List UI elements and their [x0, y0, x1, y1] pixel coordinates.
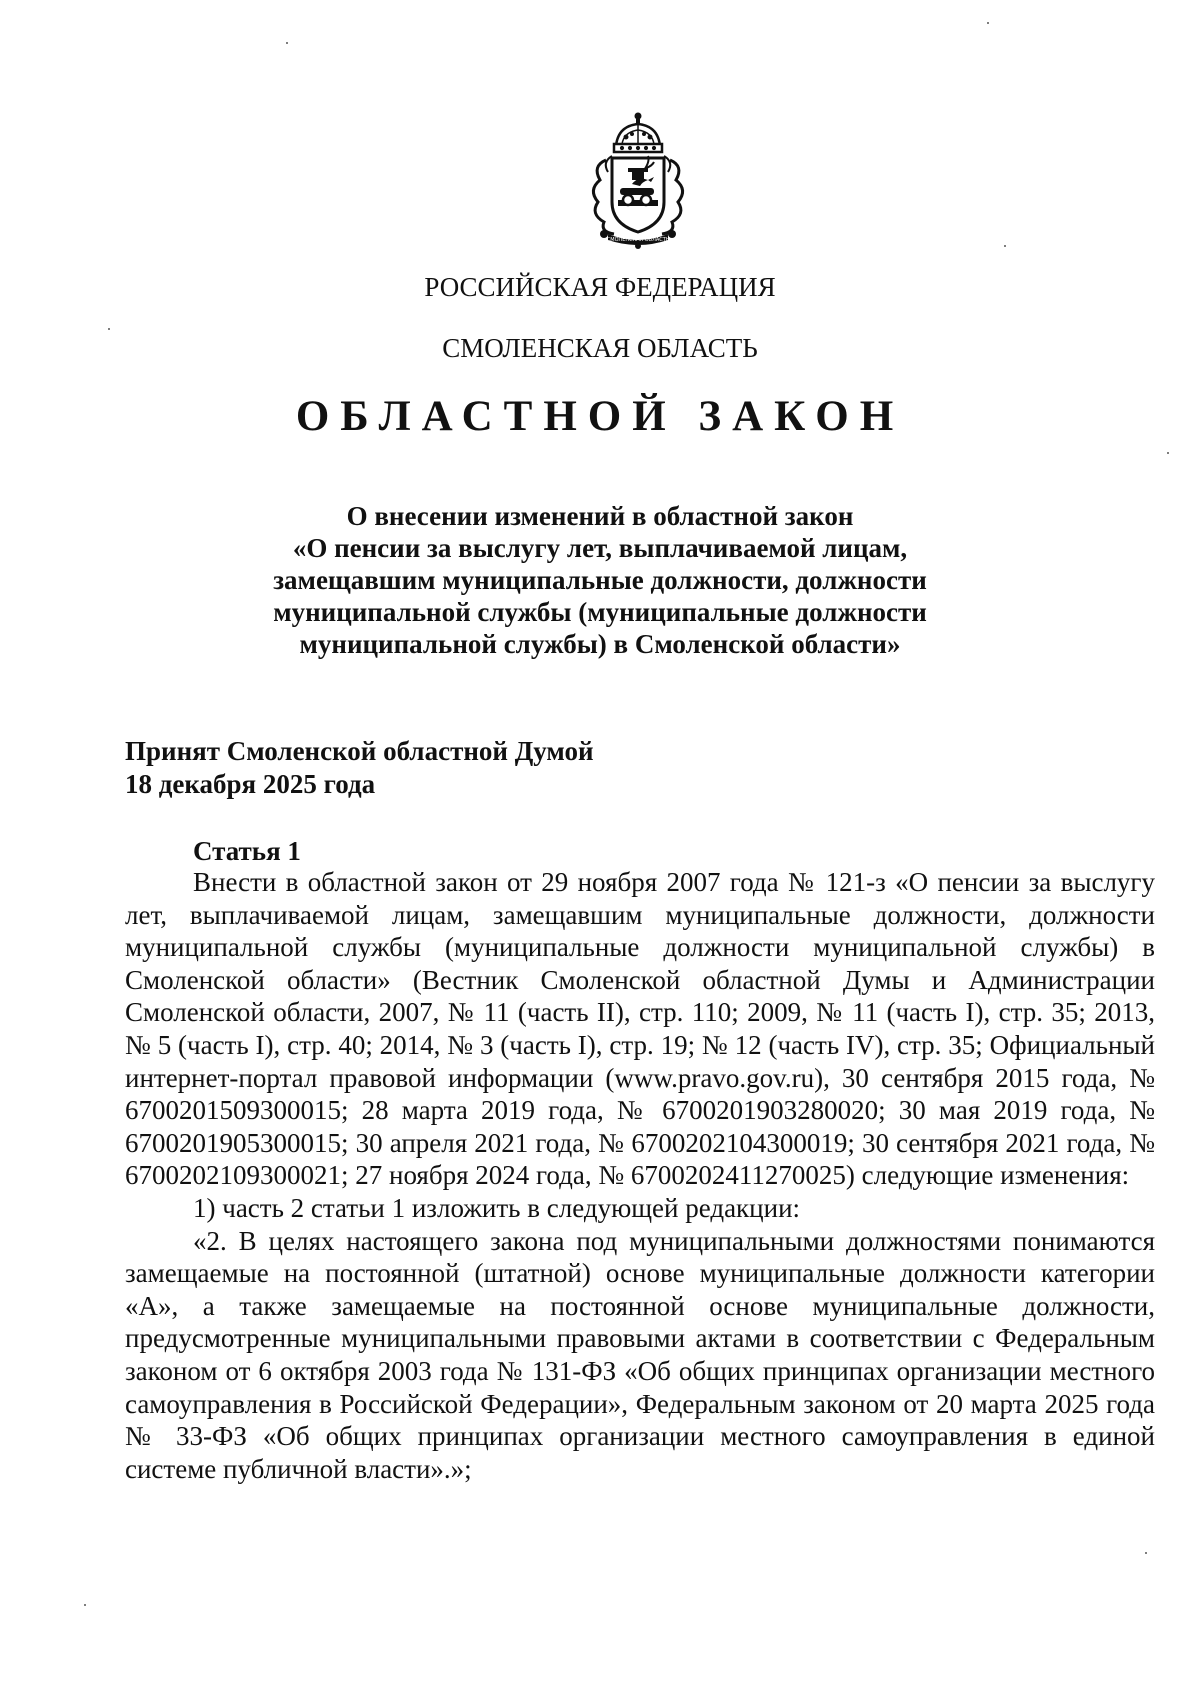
law-title-line: О внесении изменений в областной закон — [346, 501, 854, 531]
amendment-item-1: 1) часть 2 статьи 1 изложить в следующей редакции: — [193, 1192, 801, 1223]
amendment-item-1-text: «2. В целях настоящего закона под муниципальными должностями понимаются замещаемые на постоянной (штатной) основе муниципальные должности категории «А», а также замещаемые на постоянной основе муниципальные должности, предусмотренные муниципальными правовыми актами в соответствии с Федеральным законом от 6 октября 2003 года № 131-ФЗ «Об общих принципах организации местного самоуправления в Российской Федерации», Федеральным законом от 20 марта 2025 года № 33-ФЗ «Об общих принципах организации местного самоуправления в единой системе публичной власти».»; — [125, 1225, 1155, 1484]
scan-speck — [286, 42, 288, 44]
coat-of-arms-icon — [578, 110, 698, 250]
scan-speck — [108, 328, 110, 330]
law-title-line: «О пенсии за выслугу лет, выплачиваемой лицам, — [292, 533, 908, 563]
adoption-date: 18 декабря 2025 года — [125, 769, 376, 799]
article-body — [125, 866, 1155, 1485]
region-heading: СМОЛЕНСКАЯ ОБЛАСТЬ — [442, 333, 758, 363]
article-intro-paragraph: Внести в областной закон от 29 ноября 2007 года № 121-з «О пенсии за выслугу лет, выплачиваемой лицам, замещавшим муниципальные должности, должности муниципальной службы (муниципальные должности муниципальной службы) в Смоленской области» (Вестник Смоленской областной Думы и Администрации Смоленской области, 2007, № 11 (часть II), стр. 110; 2009, № 11 (часть I), стр. 35; 2013, № 5 (часть I), стр. 40; 2014, № 3 (часть I), стр. 19; № 12 (часть IV), стр. 35; Официальный интернет-портал правовой информации (www.pravo.gov.ru), 30 сентября 2015 года, № 6700201509300015; 28 марта 2019 года, № 6700201903280020; 30 мая 2019 года, № 6700201905300015; 30 апреля 2021 года, № 6700202104300019; 30 сентября 2021 года, № 6700202109300021; 27 ноября 2024 года, № 6700202411270025) следующие изменения: — [125, 867, 1155, 1191]
emblem-ribbon-text: СМОЛЕНСКАЯ ОБЛАСТЬ — [606, 237, 670, 243]
adoption-info — [125, 735, 594, 801]
adoption-body: Принят Смоленской областной Думой — [125, 736, 594, 766]
article-heading: Статья 1 — [193, 836, 301, 866]
scan-speck — [1004, 245, 1006, 247]
scan-speck — [84, 1604, 86, 1606]
country-heading: РОССИЙСКАЯ ФЕДЕРАЦИЯ — [424, 272, 776, 302]
law-title — [240, 500, 960, 660]
law-type-heading: ОБЛАСТНОЙ ЗАКОН — [295, 393, 905, 440]
scan-speck — [1167, 452, 1169, 454]
law-title-line: муниципальной службы) в Смоленской области» — [299, 629, 901, 659]
scan-speck — [987, 22, 989, 24]
law-title-line: замещавшим муниципальные должности, должности — [273, 565, 927, 595]
law-title-line: муниципальной службы (муниципальные должности — [273, 597, 927, 627]
scan-speck — [1145, 1552, 1147, 1554]
